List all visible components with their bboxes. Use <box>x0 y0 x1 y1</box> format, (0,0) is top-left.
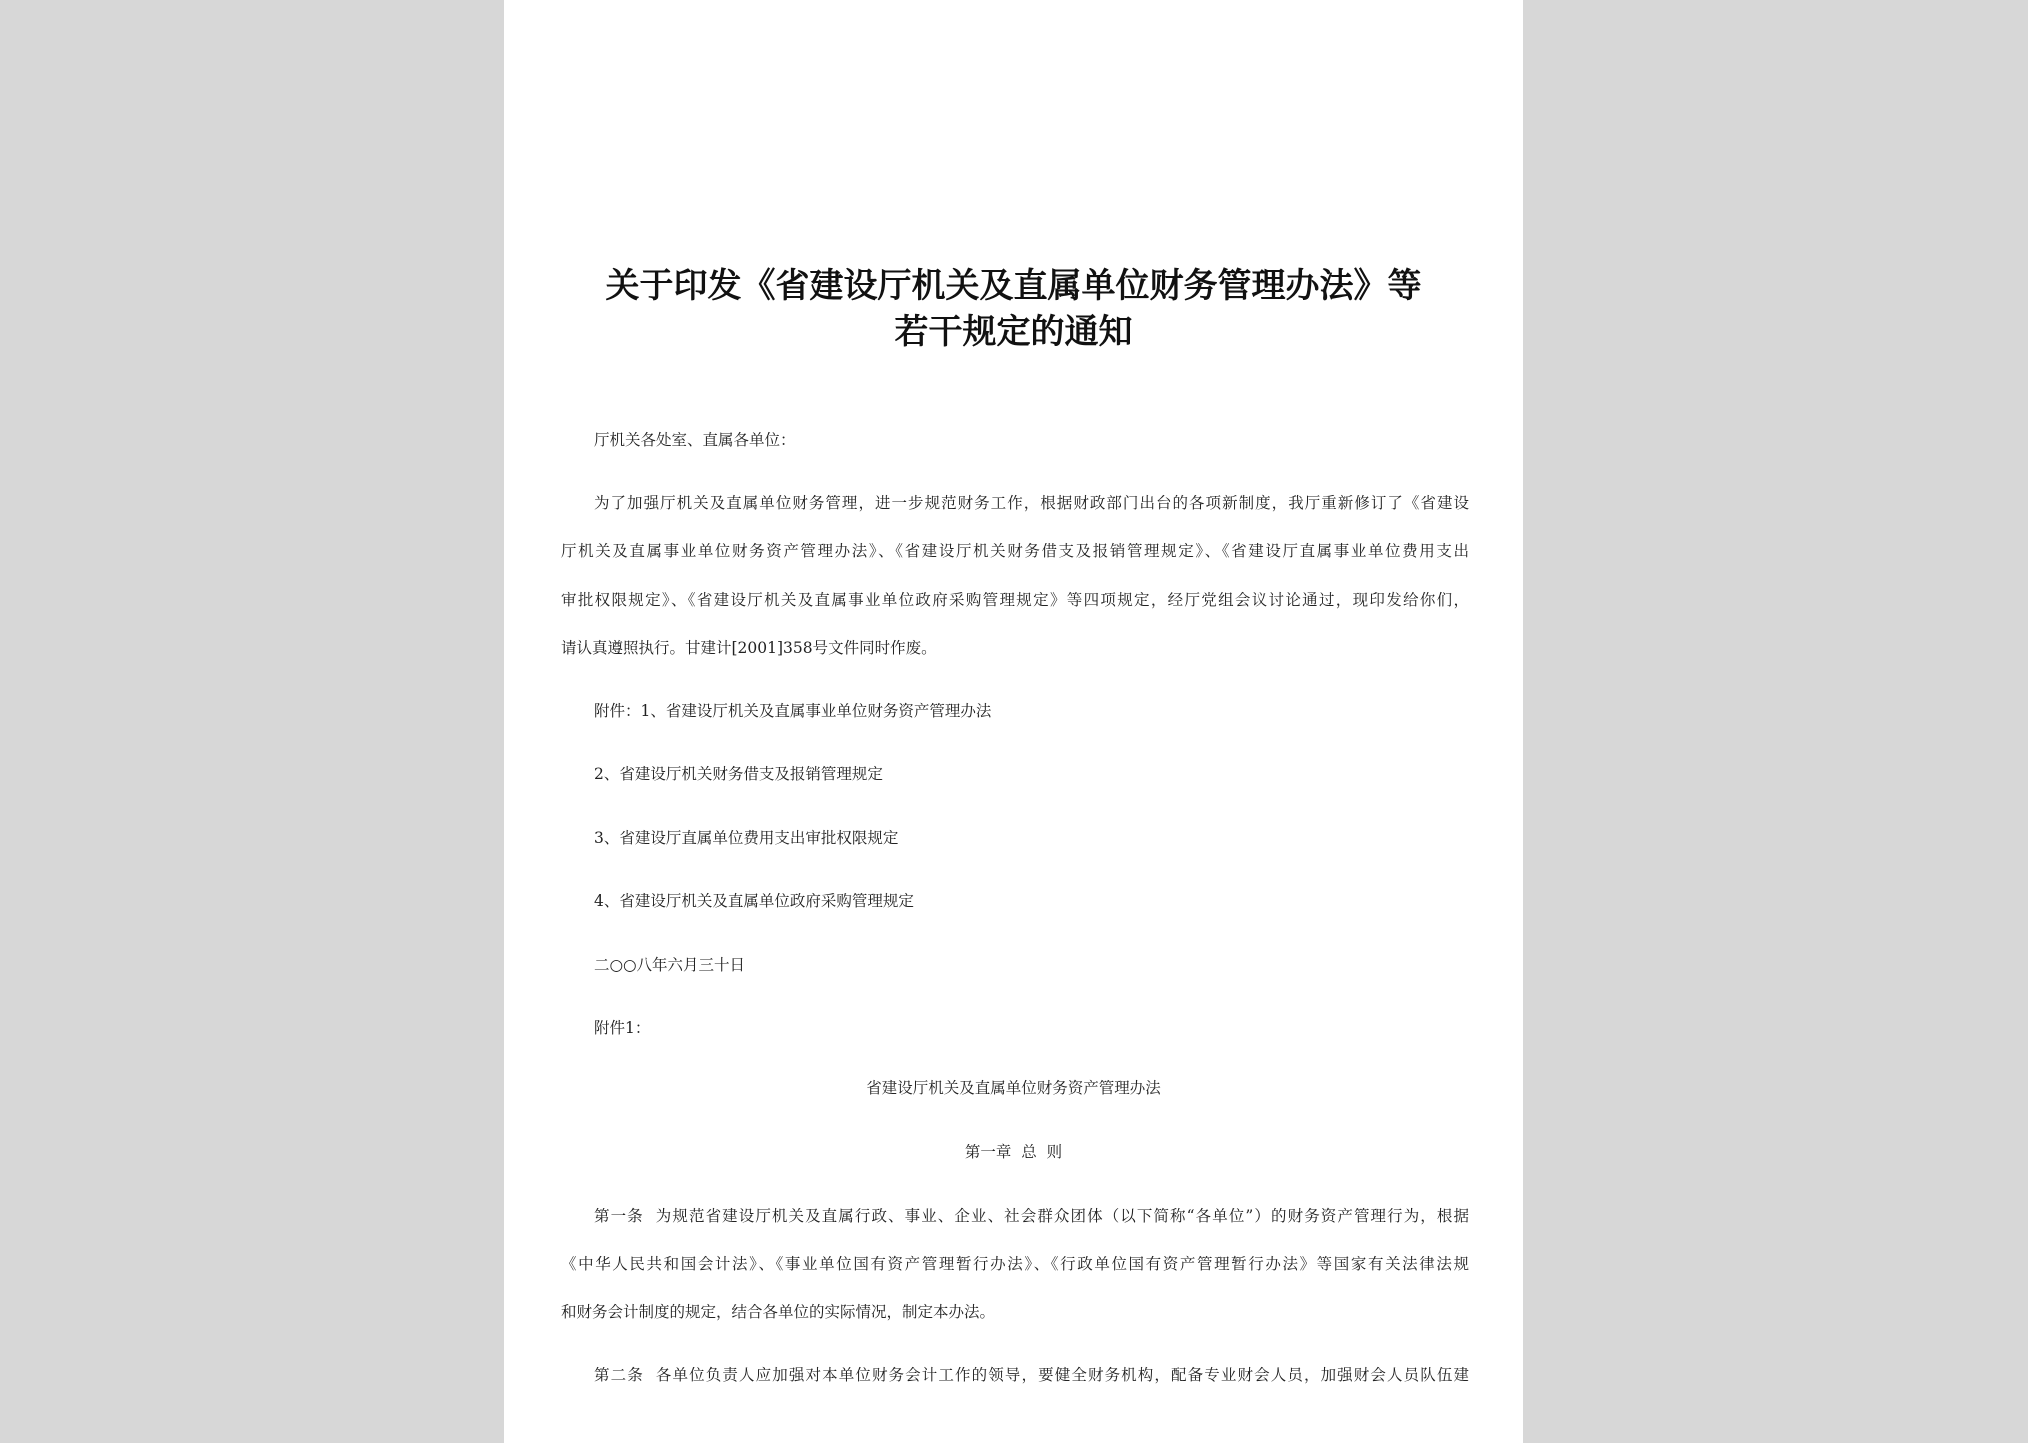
document-date: 二○○八年六月三十日 <box>594 956 746 974</box>
attachment-item: 附件：1、省建设厅机关及直属事业单位财务资产管理办法 <box>594 702 992 720</box>
paragraph-line: 厅机关及直属事业单位财务资产管理办法》、《省建设厅机关财务借支及报销管理规定》、《省建设厅直属事业单位费用支出 <box>561 542 1469 560</box>
document-title-line-1: 关于印发《省建设厅机关及直属单位财务管理办法》等 <box>605 266 1422 306</box>
article-line: 第一条 为规范省建设厅机关及直属行政、事业、企业、社会群众团体（以下简称“各单位”）的财务资产管理行为，根据 <box>594 1207 1469 1225</box>
salutation: 厅机关各处室、直属各单位： <box>594 431 796 449</box>
paragraph-line: 为了加强厅机关及直属单位财务管理，进一步规范财务工作，根据财政部门出台的各项新制度，我厅重新修订了《省建设 <box>594 494 1469 512</box>
document-page <box>504 0 1523 1443</box>
paragraph-line: 请认真遵照执行。甘建计[2001]358号文件同时作废。 <box>561 639 937 657</box>
article-line: 第二条 各单位负责人应加强对本单位财务会计工作的领导，要健全财务机构，配备专业财会人员，加强财会人员队伍建 <box>594 1366 1469 1384</box>
attachment-item: 3、省建设厅直属单位费用支出审批权限规定 <box>594 829 899 847</box>
chapter-heading: 第一章 总 则 <box>964 1143 1063 1161</box>
attachment-item: 4、省建设厅机关及直属单位政府采购管理规定 <box>594 892 914 910</box>
attachment-item: 2、省建设厅机关财务借支及报销管理规定 <box>594 765 883 783</box>
article-line: 和财务会计制度的规定，结合各单位的实际情况，制定本办法。 <box>561 1303 996 1321</box>
attachment-label: 附件1： <box>594 1019 651 1037</box>
paragraph-line: 审批权限规定》、《省建设厅机关及直属事业单位政府采购管理规定》等四项规定，经厅党组会议讨论通过，现印发给你们， <box>561 591 1469 609</box>
article-line: 《中华人民共和国会计法》、《事业单位国有资产管理暂行办法》、《行政单位国有资产管理暂行办法》等国家有关法律法规 <box>561 1255 1469 1273</box>
document-title-line-2: 若干规定的通知 <box>894 312 1133 352</box>
sub-title: 省建设厅机关及直属单位财务资产管理办法 <box>866 1079 1161 1097</box>
